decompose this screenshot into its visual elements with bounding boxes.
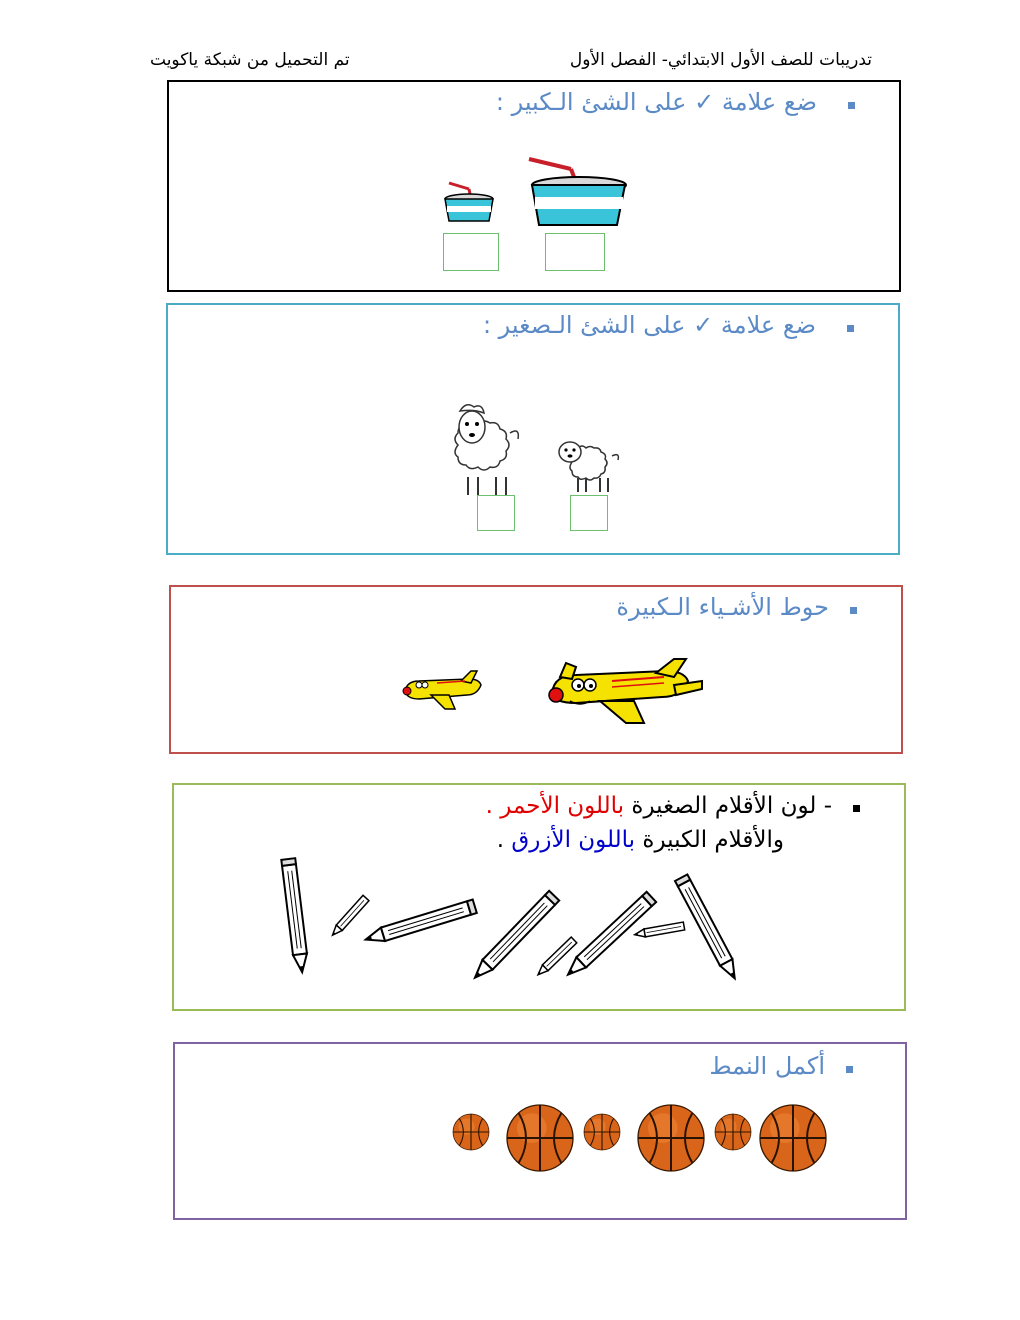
checkbox-small-cup[interactable] — [443, 233, 499, 271]
checkbox-big-sheep[interactable] — [477, 495, 515, 531]
exercise-5-instruction: أكمل النمط — [709, 1052, 825, 1080]
pencil-icon[interactable] — [634, 922, 685, 939]
pencil-icon[interactable] — [364, 900, 477, 947]
bullet-icon — [847, 325, 854, 332]
exercise-5-box — [173, 1042, 907, 1220]
header-source: تم التحميل من شبكة ياكويت — [150, 50, 350, 70]
pencil-icon[interactable] — [330, 895, 369, 938]
blue-color-instruction: باللون الأزرق — [511, 827, 636, 853]
header-title: تدريبات للصف الأول الابتدائي- الفصل الأول — [569, 50, 872, 70]
exercise-4-line-1-end: . — [485, 793, 501, 819]
exercise-3-instruction: حوط الأشـياء الـكبيرة — [616, 593, 829, 621]
checkbox-big-cup[interactable] — [545, 233, 605, 271]
exercise-1-instruction: ضع علامة ✓ على الشئ الـكبير : — [495, 88, 817, 116]
cup-icon — [439, 177, 499, 222]
checkbox-small-sheep[interactable] — [570, 495, 608, 531]
exercise-4-box — [172, 783, 906, 1011]
sheep-icon — [446, 397, 526, 497]
pattern-balls — [175, 1044, 909, 1222]
exercise-2-box — [166, 303, 900, 555]
exercise-3-box — [169, 585, 903, 754]
basketball-icon — [453, 1114, 489, 1150]
basketball-icon — [715, 1114, 751, 1150]
exercise-4-line-1-text: - لون الأقلام الصغيرة — [624, 793, 832, 819]
pencil-icon[interactable] — [281, 858, 309, 973]
sheep-icon — [548, 430, 628, 495]
cup-icon — [529, 157, 629, 227]
airplane-icon[interactable] — [401, 669, 491, 714]
pencils-group — [174, 785, 908, 1013]
exercise-4-line-2-text: والأقلام الكبيرة — [635, 827, 784, 853]
exercise-4-line-2-end: . — [496, 827, 512, 853]
exercise-1-box — [167, 80, 901, 292]
exercise-2-instruction: ضع علامة ✓ على الشئ الـصغير : — [482, 311, 816, 339]
bullet-icon — [850, 607, 857, 614]
airplane-icon[interactable] — [546, 657, 706, 729]
basketball-icon — [638, 1105, 704, 1171]
basketball-icon — [507, 1105, 573, 1171]
basketball-icon — [584, 1114, 620, 1150]
red-color-instruction: باللون الأحمر — [500, 793, 625, 819]
bullet-icon — [848, 102, 855, 109]
basketball-icon — [760, 1105, 826, 1171]
